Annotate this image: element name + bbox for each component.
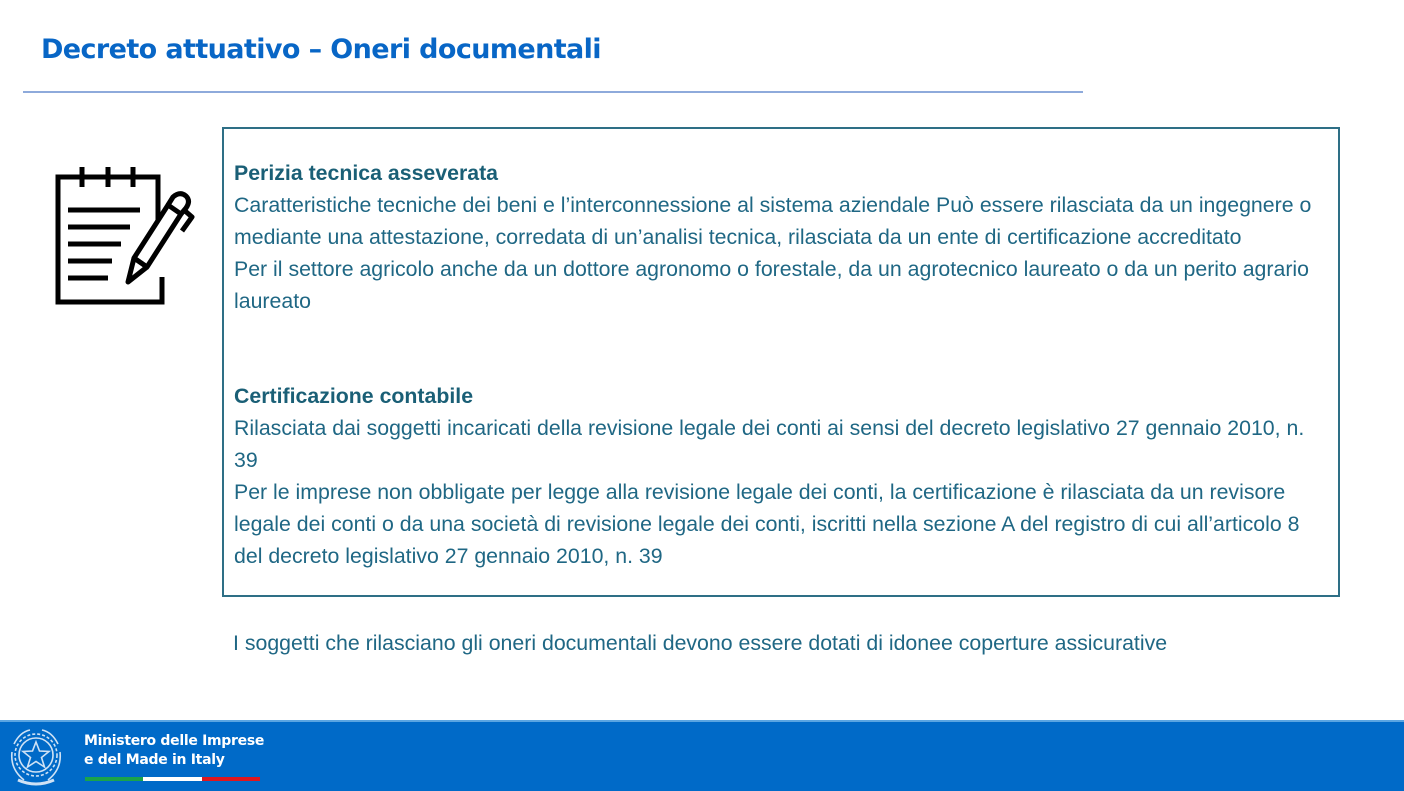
slide-title: Decreto attuativo – Oneri documentali bbox=[41, 34, 601, 65]
italian-flag-stripe bbox=[85, 777, 260, 781]
section-paragraph: Rilasciata dai soggetti incaricati della revisione legale dei conti ai sensi del decreto legislativo 27 gennaio 2010, n. 39 bbox=[234, 416, 1305, 472]
section-certificazione-contabile bbox=[234, 380, 1330, 572]
section-paragraph: Per il settore agricolo anche da un dottore agronomo o forestale, da un agrotecnico laureato o da un perito agrario laureato bbox=[234, 257, 1309, 313]
section-paragraph: Caratteristiche tecniche dei beni e l’interconnessione al sistema aziendale Può essere rilasciata da un ingegnere o mediante una attestazione, corredata di un’analisi tecnica, rilasciata da un ente di certificazione accreditato bbox=[234, 193, 1312, 249]
section-perizia-tecnica bbox=[234, 157, 1330, 317]
oneri-documentali-box bbox=[222, 127, 1340, 597]
italian-republic-emblem-icon bbox=[4, 724, 68, 790]
insurance-footnote: I soggetti che rilasciano gli oneri documentali devono essere dotati di idonee coperture assicurative bbox=[233, 631, 1168, 655]
ministry-name-line-2: e del Made in Italy bbox=[84, 752, 225, 768]
section-heading: Perizia tecnica asseverata bbox=[234, 161, 499, 185]
flag-red bbox=[202, 777, 260, 781]
notepad-pencil-icon bbox=[50, 165, 200, 310]
ministry-footer bbox=[0, 720, 1404, 791]
section-paragraph: Per le imprese non obbligate per legge alla revisione legale dei conti, la certificazione è rilasciata da un revisore legale dei conti o da una società di revisione legale dei conti, iscritti nella sezione A del registro di cui all’articolo 8 del decreto legislativo 27 gennaio 2010, n. 39 bbox=[234, 480, 1300, 568]
title-divider bbox=[23, 91, 1083, 93]
ministry-name-line-1: Ministero delle Imprese bbox=[84, 733, 265, 749]
ministry-name bbox=[84, 732, 264, 770]
flag-green bbox=[85, 777, 143, 781]
section-heading: Certificazione contabile bbox=[234, 384, 474, 408]
flag-white bbox=[143, 777, 201, 781]
